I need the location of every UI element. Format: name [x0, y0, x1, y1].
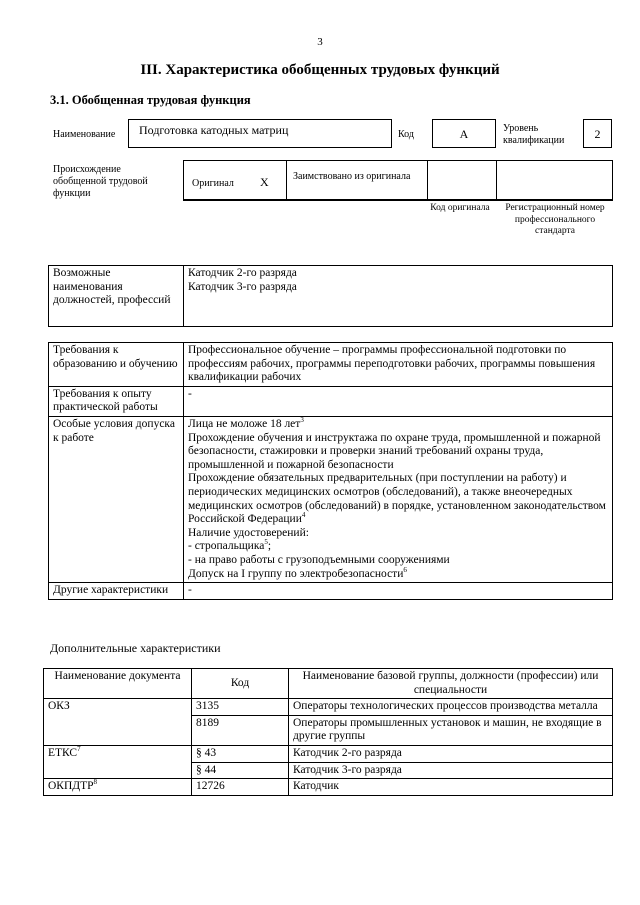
special-line: Прохождение обязательных предварительных (при поступлении на работу) и периодических медицинских осмотров (обследований), а также внеочередных медицинских осмотров (обследований) в порядке, установленном законодательством Российской Федерации$^4$ — [188, 472, 606, 526]
reg-number-cell — [496, 160, 613, 200]
origin-table — [183, 160, 613, 201]
code-cell: 12726 — [192, 779, 289, 796]
position-item: Катодчик 3-го разряда — [188, 280, 297, 293]
name-cell: Операторы технологических процессов производства металла — [289, 699, 613, 716]
borrowed-label: Заимствовано из оригинала — [293, 171, 411, 182]
code-cell: 8189 — [192, 715, 289, 745]
experience-label: Требования к опыту практической работы — [49, 386, 184, 416]
special-label: Особые условия допуска к работе — [49, 416, 184, 582]
requirements-table — [48, 342, 613, 600]
positions-table — [48, 265, 613, 327]
name-cell: Катодчик 2-го разряда — [289, 745, 613, 762]
code-cell: § 43 — [192, 745, 289, 762]
positions-label: Возможные наименования должностей, профессий — [49, 266, 184, 327]
additional-heading: Дополнительные характеристики — [50, 641, 221, 655]
doc-cell: ЕТКС$^7$ — [44, 745, 192, 778]
code-original-caption: Код оригинала — [430, 203, 490, 213]
experience-value: - — [184, 386, 613, 416]
reg-number-caption: Регистрационный номер профессионального стандарта — [505, 203, 605, 236]
special-line: - стропальщика$^5$; — [188, 538, 272, 553]
col-code-header: Код — [192, 669, 289, 699]
special-line: Наличие удостоверений: — [188, 526, 309, 539]
borrowed-cell — [286, 160, 428, 200]
special-line: Лица не моложе 18 лет$^3$ — [188, 416, 304, 430]
table-row — [44, 779, 613, 796]
level-field — [583, 119, 612, 148]
subsection-title: 3.1. Обобщенная трудовая функция — [50, 93, 251, 107]
special-values — [184, 416, 613, 582]
original-label: Оригинал — [192, 178, 234, 189]
table-row — [44, 745, 613, 762]
original-mark: Х — [260, 175, 269, 189]
special-line: - на право работы с грузоподъемными сооружениями — [188, 553, 450, 566]
doc-cell: ОКЗ — [44, 699, 192, 746]
section-title: III. Характеристика обобщенных трудовых функций — [140, 62, 500, 78]
other-value: - — [184, 583, 613, 600]
code-value: А — [459, 127, 469, 141]
level-label: Уровень квалификации — [503, 123, 565, 146]
special-line: Допуск на I группу по электробезопасности$^6$ — [188, 565, 407, 580]
name-cell: Операторы промышленных установок и машин, не входящие в другие группы — [289, 715, 613, 745]
name-label: Наименование — [53, 129, 116, 140]
name-field — [128, 119, 392, 148]
positions-values — [184, 266, 613, 327]
page-number: 3 — [317, 36, 323, 48]
col-name-header: Наименование базовой группы, должности (профессии) или специальности — [289, 669, 613, 699]
name-cell: Катодчик 3-го разряда — [289, 762, 613, 779]
col-doc-header: Наименование документа — [44, 669, 192, 699]
code-original-cell — [427, 160, 497, 200]
code-cell: 3135 — [192, 699, 289, 716]
code-field — [432, 119, 496, 148]
education-value: Профессиональное обучение – программы профессиональной подготовки по профессиям рабочих, программы переподготовки рабочих, программы повышения квалификации рабочих — [184, 343, 613, 387]
level-value: 2 — [594, 127, 601, 141]
name-value: Подготовка катодных матриц — [139, 123, 289, 137]
original-cell — [183, 160, 287, 200]
code-cell: § 44 — [192, 762, 289, 779]
additional-table — [43, 668, 613, 796]
position-item: Катодчик 2-го разряда — [188, 267, 297, 279]
code-label: Код — [398, 129, 414, 140]
special-line: Прохождение обучения и инструктажа по охране труда, промышленной и пожарной безопасности, стажировки и проверки знаний требований охраны труда, промышленной и пожарной безопасности — [188, 431, 601, 471]
doc-cell: ОКПДТР$^8$ — [44, 779, 192, 796]
table-row — [44, 699, 613, 716]
name-cell: Катодчик — [289, 779, 613, 796]
other-label: Другие характеристики — [49, 583, 184, 600]
education-label: Требования к образованию и обучению — [49, 343, 184, 387]
origin-label: Происхождение обобщенной трудовой функции — [53, 164, 148, 199]
